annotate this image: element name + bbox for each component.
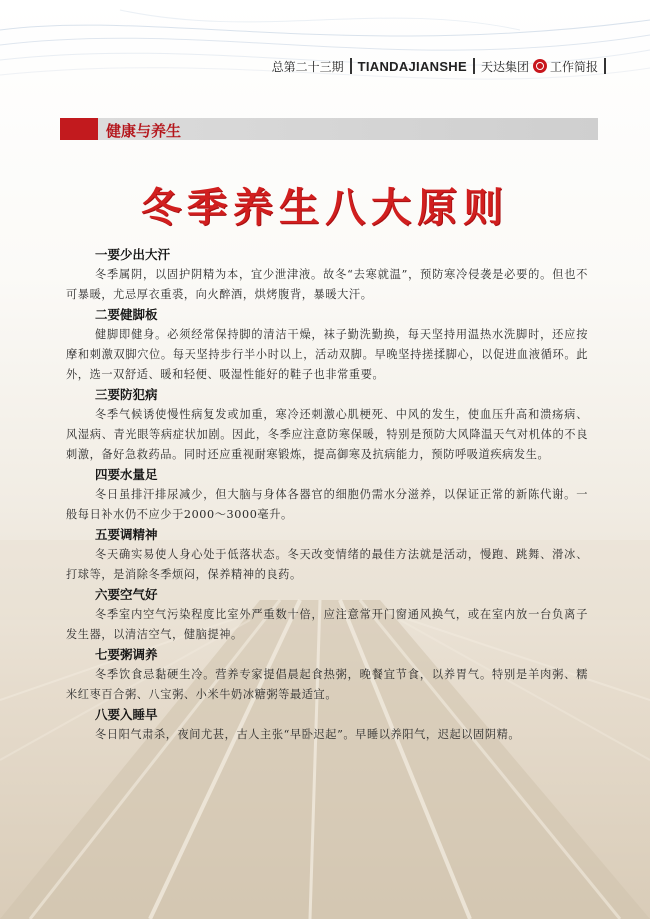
principle-heading: 三要防犯病: [95, 387, 158, 402]
section-banner: [60, 118, 598, 140]
page-header: [0, 0, 650, 90]
principle-heading: 六要空气好: [95, 587, 158, 602]
principle-text: 冬季饮食忌黏硬生冷。营养专家提倡晨起食热粥，晚餐宜节食，以养胃气。特别是羊肉粥、糯米红枣百合粥、八宝粥、小米牛奶冰糖粥等最适宜。: [66, 668, 588, 701]
principle-1: [66, 245, 588, 305]
divider: [604, 58, 606, 74]
principle-heading: 二要健脚板: [95, 307, 158, 322]
principle-heading: 五要调精神: [95, 527, 158, 542]
newsletter-name: 工作简报: [549, 59, 598, 74]
section-marker: [60, 118, 98, 140]
principle-text: 冬日阳气肃杀，夜间尤甚，古人主张“早卧迟起”。早睡以养阳气，迟起以固阴精。: [95, 728, 521, 741]
principle-text: 冬季室内空气污染程度比室外严重数十倍，应注意常开门窗通风换气，或在室内放一台负离子发生器，以清洁空气，健脑提神。: [66, 608, 588, 641]
principle-heading: 八要入睡早: [95, 707, 158, 722]
divider: [473, 58, 475, 74]
principle-heading: 一要少出大汗: [95, 247, 171, 262]
header-bar: [272, 55, 612, 77]
principle-text: 冬季气候诱使慢性病复发或加重，寒冷还刺激心肌梗死、中风的发生，使血压升高和溃疡病、风湿病、青光眼等病症状加剧。因此，冬季应注意防寒保暖，特别是预防大风降温天气对机体的不良刺激，备好急救药品。同时还应重视耐寒锻炼，提高御寒及抗病能力，预防呼吸道疾病发生。: [66, 408, 588, 461]
brand-english: TIANDAJIANSHE: [357, 58, 467, 74]
article-body: [66, 245, 588, 745]
principle-5: [66, 525, 588, 585]
principle-2: [66, 305, 588, 385]
company-logo-icon: [533, 59, 547, 73]
section-label: 健康与养生: [106, 122, 182, 140]
principle-text: 健脚即健身。必须经常保持脚的清洁干燥，袜子勤洗勤换，每天坚持用温热水洗脚时，还应按摩和刺激双脚穴位。每天坚持步行半小时以上，活动双脚。早晚坚持搓揉脚心，以促进血液循环。此外，选一双舒适、暖和轻便、吸湿性能好的鞋子也非常重要。: [66, 328, 588, 381]
principle-heading: 七要粥调养: [95, 647, 158, 662]
principle-8: [66, 705, 588, 745]
principle-text: 冬季属阴，以固护阴精为本，宜少泄津液。故冬“去寒就温”，预防寒冷侵袭是必要的。但也不可暴暖，尤忌厚衣重裘，向火醉酒，烘烤腹背，暴暖大汗。: [66, 268, 588, 301]
principle-7: [66, 645, 588, 705]
issue-number: 总第二十三期: [271, 59, 344, 74]
principle-4: [66, 465, 588, 525]
principle-6: [66, 585, 588, 645]
principle-text: 冬天确实易使人身心处于低落状态。冬天改变情绪的最佳方法就是活动，慢跑、跳舞、滑冰、打球等，是消除冬季烦闷，保养精神的良药。: [66, 548, 588, 581]
divider: [350, 58, 352, 74]
principle-heading: 四要水量足: [95, 467, 158, 482]
company-name: 天达集团: [480, 59, 529, 74]
principle-text: 冬日虽排汗排尿减少，但大脑与身体各器官的细胞仍需水分滋养，以保证正常的新陈代谢。一般每日补水仍不应少于2000～3000毫升。: [66, 488, 588, 521]
article-title: 冬季养生八大原则: [141, 185, 509, 231]
principle-3: [66, 385, 588, 465]
